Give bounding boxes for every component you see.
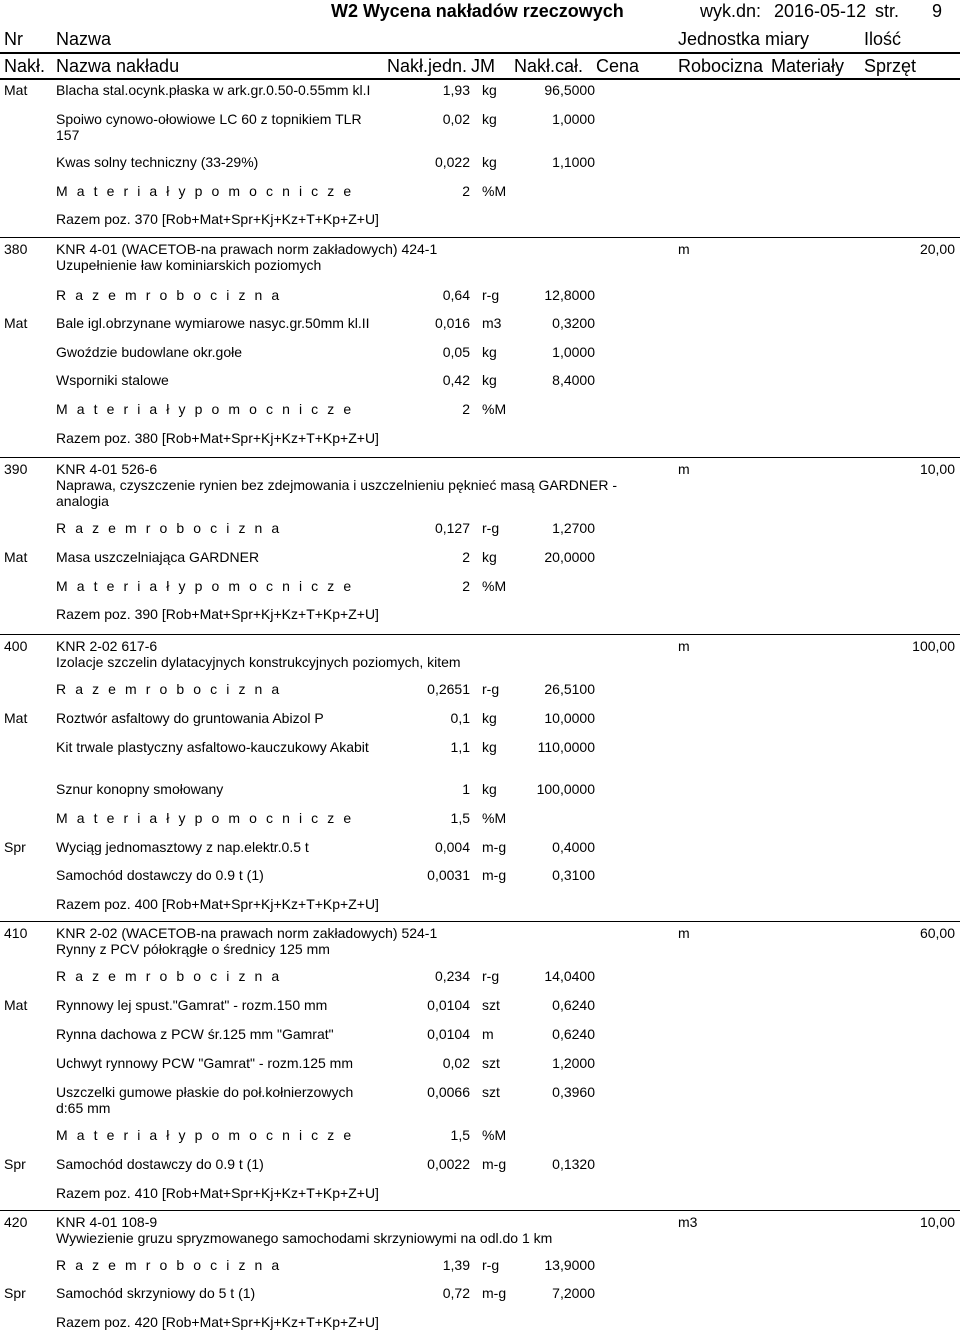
page-title: W2 Wycena nakładów rzeczowych xyxy=(331,1,624,21)
position-quantity: 20,00 xyxy=(919,241,955,257)
row-description: Samochód skrzyniowy do 5 t (1) xyxy=(56,1285,256,1301)
column-header-nazwa-nakladu: Nazwa nakładu xyxy=(56,56,180,76)
position-unit: m xyxy=(678,461,690,477)
position-divider xyxy=(0,1210,960,1211)
unit-of-measure: kg xyxy=(482,549,497,565)
total-norm-value: 110,0000 xyxy=(537,739,595,755)
unit-norm-value: 0,42 xyxy=(442,372,470,388)
header-divider xyxy=(0,78,960,80)
unit-of-measure: kg xyxy=(482,710,497,726)
date-value: 2016-05-12 xyxy=(774,1,867,21)
row-description: KNR 4-01 526-6 xyxy=(56,461,158,477)
row-description: KNR 4-01 108-9 xyxy=(56,1214,158,1230)
total-norm-value: 7,2000 xyxy=(552,1285,595,1301)
total-norm-value: 0,1320 xyxy=(552,1156,595,1172)
row-description: R a z e m r o b o c i z n a xyxy=(56,681,282,697)
unit-norm-value: 1,93 xyxy=(442,82,470,98)
unit-norm-value: 0,0022 xyxy=(427,1156,470,1172)
position-divider xyxy=(0,921,960,922)
row-description-line-2: Izolacje szczelin dylatacyjnych konstrukcyjnych poziomych, kitem xyxy=(56,654,461,670)
row-type: 420 xyxy=(4,1214,28,1230)
row-description: Razem poz. 420 [Rob+Mat+Spr+Kj+Kz+T+Kp+Z+U] xyxy=(56,1314,379,1330)
page-number-label: str. xyxy=(875,1,900,21)
position-quantity: 10,00 xyxy=(919,461,955,477)
row-type: Spr xyxy=(4,839,26,855)
header-divider xyxy=(0,52,960,54)
total-norm-value: 8,4000 xyxy=(552,372,595,388)
column-header-nakl-cal: Nakł.cał. xyxy=(514,56,584,76)
total-norm-value: 13,9000 xyxy=(544,1257,595,1273)
unit-of-measure: szt xyxy=(482,1084,500,1100)
unit-norm-value: 1,5 xyxy=(450,1127,470,1143)
total-norm-value: 0,3200 xyxy=(552,315,595,331)
row-description: Roztwór asfaltowy do gruntowania Abizol P xyxy=(56,710,324,726)
total-norm-value: 20,0000 xyxy=(544,549,595,565)
unit-of-measure: m-g xyxy=(482,1156,507,1172)
position-divider xyxy=(0,457,960,458)
unit-norm-value: 0,02 xyxy=(442,111,470,127)
unit-of-measure: szt xyxy=(482,1055,500,1071)
unit-norm-value: 0,02 xyxy=(442,1055,470,1071)
column-header-robocizna: Robocizna xyxy=(678,56,764,76)
unit-norm-value: 2 xyxy=(462,183,470,199)
row-description: Wsporniki stalowe xyxy=(56,372,169,388)
row-description: M a t e r i a ł y p o m o c n i c z e xyxy=(56,183,354,199)
unit-of-measure: %M xyxy=(482,578,507,594)
row-description: Blacha stal.ocynk.płaska w ark.gr.0.50-0.55mm kl.I xyxy=(56,82,371,98)
total-norm-value: 0,3960 xyxy=(552,1084,595,1100)
row-description: Samochód dostawczy do 0.9 t (1) xyxy=(56,867,264,883)
unit-norm-value: 1,39 xyxy=(442,1257,470,1273)
row-description: Razem poz. 380 [Rob+Mat+Spr+Kj+Kz+T+Kp+Z+U] xyxy=(56,430,379,446)
column-header-cena: Cena xyxy=(596,56,640,76)
total-norm-value: 96,5000 xyxy=(544,82,595,98)
unit-norm-value: 0,0031 xyxy=(427,867,470,883)
row-description: Razem poz. 370 [Rob+Mat+Spr+Kj+Kz+T+Kp+Z+U] xyxy=(56,211,379,227)
row-description: Razem poz. 400 [Rob+Mat+Spr+Kj+Kz+T+Kp+Z+U] xyxy=(56,896,379,912)
unit-norm-value: 0,72 xyxy=(442,1285,470,1301)
row-type: Mat xyxy=(4,82,28,98)
row-description-line-2: d:65 mm xyxy=(56,1100,111,1116)
row-description: R a z e m r o b o c i z n a xyxy=(56,287,282,303)
unit-norm-value: 0,0104 xyxy=(427,1026,470,1042)
row-description: Kit trwale plastyczny asfaltowo-kauczukowy Akabit xyxy=(56,739,369,755)
unit-of-measure: r-g xyxy=(482,287,500,303)
unit-of-measure: kg xyxy=(482,781,497,797)
row-description: M a t e r i a ł y p o m o c n i c z e xyxy=(56,578,354,594)
row-description: M a t e r i a ł y p o m o c n i c z e xyxy=(56,401,354,417)
position-quantity: 10,00 xyxy=(919,1214,955,1230)
unit-of-measure: %M xyxy=(482,1127,507,1143)
unit-of-measure: %M xyxy=(482,183,507,199)
unit-of-measure: r-g xyxy=(482,520,500,536)
row-description-line-2: Rynny z PCV półokrągłe o średnicy 125 mm xyxy=(56,941,330,957)
unit-norm-value: 0,05 xyxy=(442,344,470,360)
row-description: Uchwyt rynnowy PCW "Gamrat" - rozm.125 mm xyxy=(56,1055,353,1071)
row-description: Kwas solny techniczny (33-29%) xyxy=(56,154,259,170)
unit-norm-value: 2 xyxy=(462,549,470,565)
total-norm-value: 10,0000 xyxy=(544,710,595,726)
row-description: Rynna dachowa z PCW śr.125 mm "Gamrat" xyxy=(56,1026,334,1042)
row-description: Wyciąg jednomasztowy z nap.elektr.0.5 t xyxy=(56,839,309,855)
row-description: R a z e m r o b o c i z n a xyxy=(56,520,282,536)
unit-of-measure: %M xyxy=(482,810,507,826)
unit-of-measure: kg xyxy=(482,739,497,755)
row-description: Razem poz. 390 [Rob+Mat+Spr+Kj+Kz+T+Kp+Z+U] xyxy=(56,606,379,622)
row-description: Sznur konopny smołowany xyxy=(56,781,224,797)
unit-norm-value: 0,004 xyxy=(434,839,470,855)
unit-norm-value: 1 xyxy=(462,781,470,797)
unit-of-measure: szt xyxy=(482,997,500,1013)
row-type: 380 xyxy=(4,241,28,257)
row-description: KNR 4-01 (WACETOB-na prawach norm zakładowych) 424-1 xyxy=(56,241,438,257)
unit-of-measure: r-g xyxy=(482,681,500,697)
total-norm-value: 12,8000 xyxy=(544,287,595,303)
unit-of-measure: r-g xyxy=(482,968,500,984)
row-description: Razem poz. 410 [Rob+Mat+Spr+Kj+Kz+T+Kp+Z+U] xyxy=(56,1185,379,1201)
position-quantity: 100,00 xyxy=(912,638,955,654)
row-description-line-2: Uzupełnienie ław kominiarskich poziomych xyxy=(56,257,322,273)
row-description-line-2: Wywiezienie gruzu spryzmowanego samochodami skrzyniowymi na odl.do 1 km xyxy=(56,1230,553,1246)
row-type: Mat xyxy=(4,710,28,726)
row-description: Bale igl.obrzynane wymiarowe nasyc.gr.50mm kl.II xyxy=(56,315,370,331)
total-norm-value: 26,5100 xyxy=(544,681,595,697)
unit-norm-value: 0,2651 xyxy=(427,681,470,697)
unit-of-measure: kg xyxy=(482,372,497,388)
total-norm-value: 0,4000 xyxy=(552,839,595,855)
column-header-nazwa: Nazwa xyxy=(56,29,112,49)
column-header-nakl: Nakł. xyxy=(4,56,46,76)
total-norm-value: 100,0000 xyxy=(536,781,595,797)
row-description: Masa uszczelniająca GARDNER xyxy=(56,549,260,565)
total-norm-value: 0,6240 xyxy=(552,997,595,1013)
position-unit: m xyxy=(678,241,690,257)
unit-norm-value: 0,0104 xyxy=(427,997,470,1013)
position-divider xyxy=(0,634,960,635)
column-header-quantity: Ilość xyxy=(864,29,902,49)
row-description: Samochód dostawczy do 0.9 t (1) xyxy=(56,1156,264,1172)
unit-norm-value: 1,1 xyxy=(450,739,470,755)
column-header-sprzet: Sprzęt xyxy=(864,56,917,76)
unit-of-measure: kg xyxy=(482,344,497,360)
unit-norm-value: 0,64 xyxy=(442,287,470,303)
unit-norm-value: 0,127 xyxy=(434,520,470,536)
row-description: Rynnowy lej spust."Gamrat" - rozm.150 mm xyxy=(56,997,328,1013)
position-unit: m xyxy=(678,638,690,654)
unit-of-measure: kg xyxy=(482,111,497,127)
row-type: Spr xyxy=(4,1156,26,1172)
total-norm-value: 1,2000 xyxy=(552,1055,595,1071)
unit-of-measure: m3 xyxy=(482,315,502,331)
position-unit: m xyxy=(678,925,690,941)
row-type: 400 xyxy=(4,638,28,654)
row-type: Spr xyxy=(4,1285,26,1301)
column-header-materialy: Materiały xyxy=(771,56,845,76)
unit-norm-value: 0,016 xyxy=(434,315,470,331)
total-norm-value: 0,6240 xyxy=(552,1026,595,1042)
row-description-line-2: 157 xyxy=(56,127,80,143)
unit-of-measure: m-g xyxy=(482,1285,507,1301)
unit-of-measure: m-g xyxy=(482,867,507,883)
column-header-nakl-jedn: Nakł.jedn. xyxy=(387,56,468,76)
unit-of-measure: m xyxy=(482,1026,494,1042)
position-quantity: 60,00 xyxy=(919,925,955,941)
row-type: 390 xyxy=(4,461,28,477)
total-norm-value: 0,3100 xyxy=(552,867,595,883)
unit-of-measure: %M xyxy=(482,401,507,417)
row-description: KNR 2-02 (WACETOB-na prawach norm zakładowych) 524-1 xyxy=(56,925,438,941)
total-norm-value: 14,0400 xyxy=(544,968,595,984)
date-label: wyk.dn: xyxy=(700,1,762,21)
row-type: Mat xyxy=(4,997,28,1013)
unit-norm-value: 2 xyxy=(462,578,470,594)
row-description-line-2: Naprawa, czyszczenie rynien bez zdejmowania i uszczelnieniu pęknieć masą GARDNER - xyxy=(56,477,618,493)
column-header-unit: Jednostka miary xyxy=(678,29,810,49)
total-norm-value: 1,0000 xyxy=(552,344,595,360)
row-description: R a z e m r o b o c i z n a xyxy=(56,968,282,984)
column-header-nr: Nr xyxy=(4,29,23,49)
row-description: KNR 2-02 617-6 xyxy=(56,638,158,654)
unit-norm-value: 0,0066 xyxy=(427,1084,470,1100)
row-description: M a t e r i a ł y p o m o c n i c z e xyxy=(56,1127,354,1143)
unit-of-measure: r-g xyxy=(482,1257,500,1273)
row-description: Spoiwo cynowo-ołowiowe LC 60 z topnikiem TLR xyxy=(56,111,362,127)
unit-norm-value: 0,1 xyxy=(450,710,470,726)
unit-of-measure: kg xyxy=(482,82,497,98)
column-header-jm: JM xyxy=(471,56,495,76)
position-divider xyxy=(0,237,960,238)
row-description: Gwoździe budowlane okr.gołe xyxy=(56,344,243,360)
row-type: 410 xyxy=(4,925,28,941)
unit-of-measure: kg xyxy=(482,154,497,170)
unit-of-measure: m-g xyxy=(482,839,507,855)
total-norm-value: 1,0000 xyxy=(552,111,595,127)
row-description-line-3: analogia xyxy=(56,493,109,509)
row-description: Uszczelki gumowe płaskie do poł.kołnierzowych xyxy=(56,1084,354,1100)
unit-norm-value: 0,022 xyxy=(434,154,470,170)
total-norm-value: 1,1000 xyxy=(552,154,595,170)
unit-norm-value: 0,234 xyxy=(434,968,470,984)
row-description: R a z e m r o b o c i z n a xyxy=(56,1257,282,1273)
page-number-value: 9 xyxy=(932,1,943,21)
unit-norm-value: 2 xyxy=(462,401,470,417)
row-type: Mat xyxy=(4,315,28,331)
unit-norm-value: 1,5 xyxy=(450,810,470,826)
position-unit: m3 xyxy=(678,1214,698,1230)
row-description: M a t e r i a ł y p o m o c n i c z e xyxy=(56,810,354,826)
total-norm-value: 1,2700 xyxy=(552,520,595,536)
row-type: Mat xyxy=(4,549,28,565)
